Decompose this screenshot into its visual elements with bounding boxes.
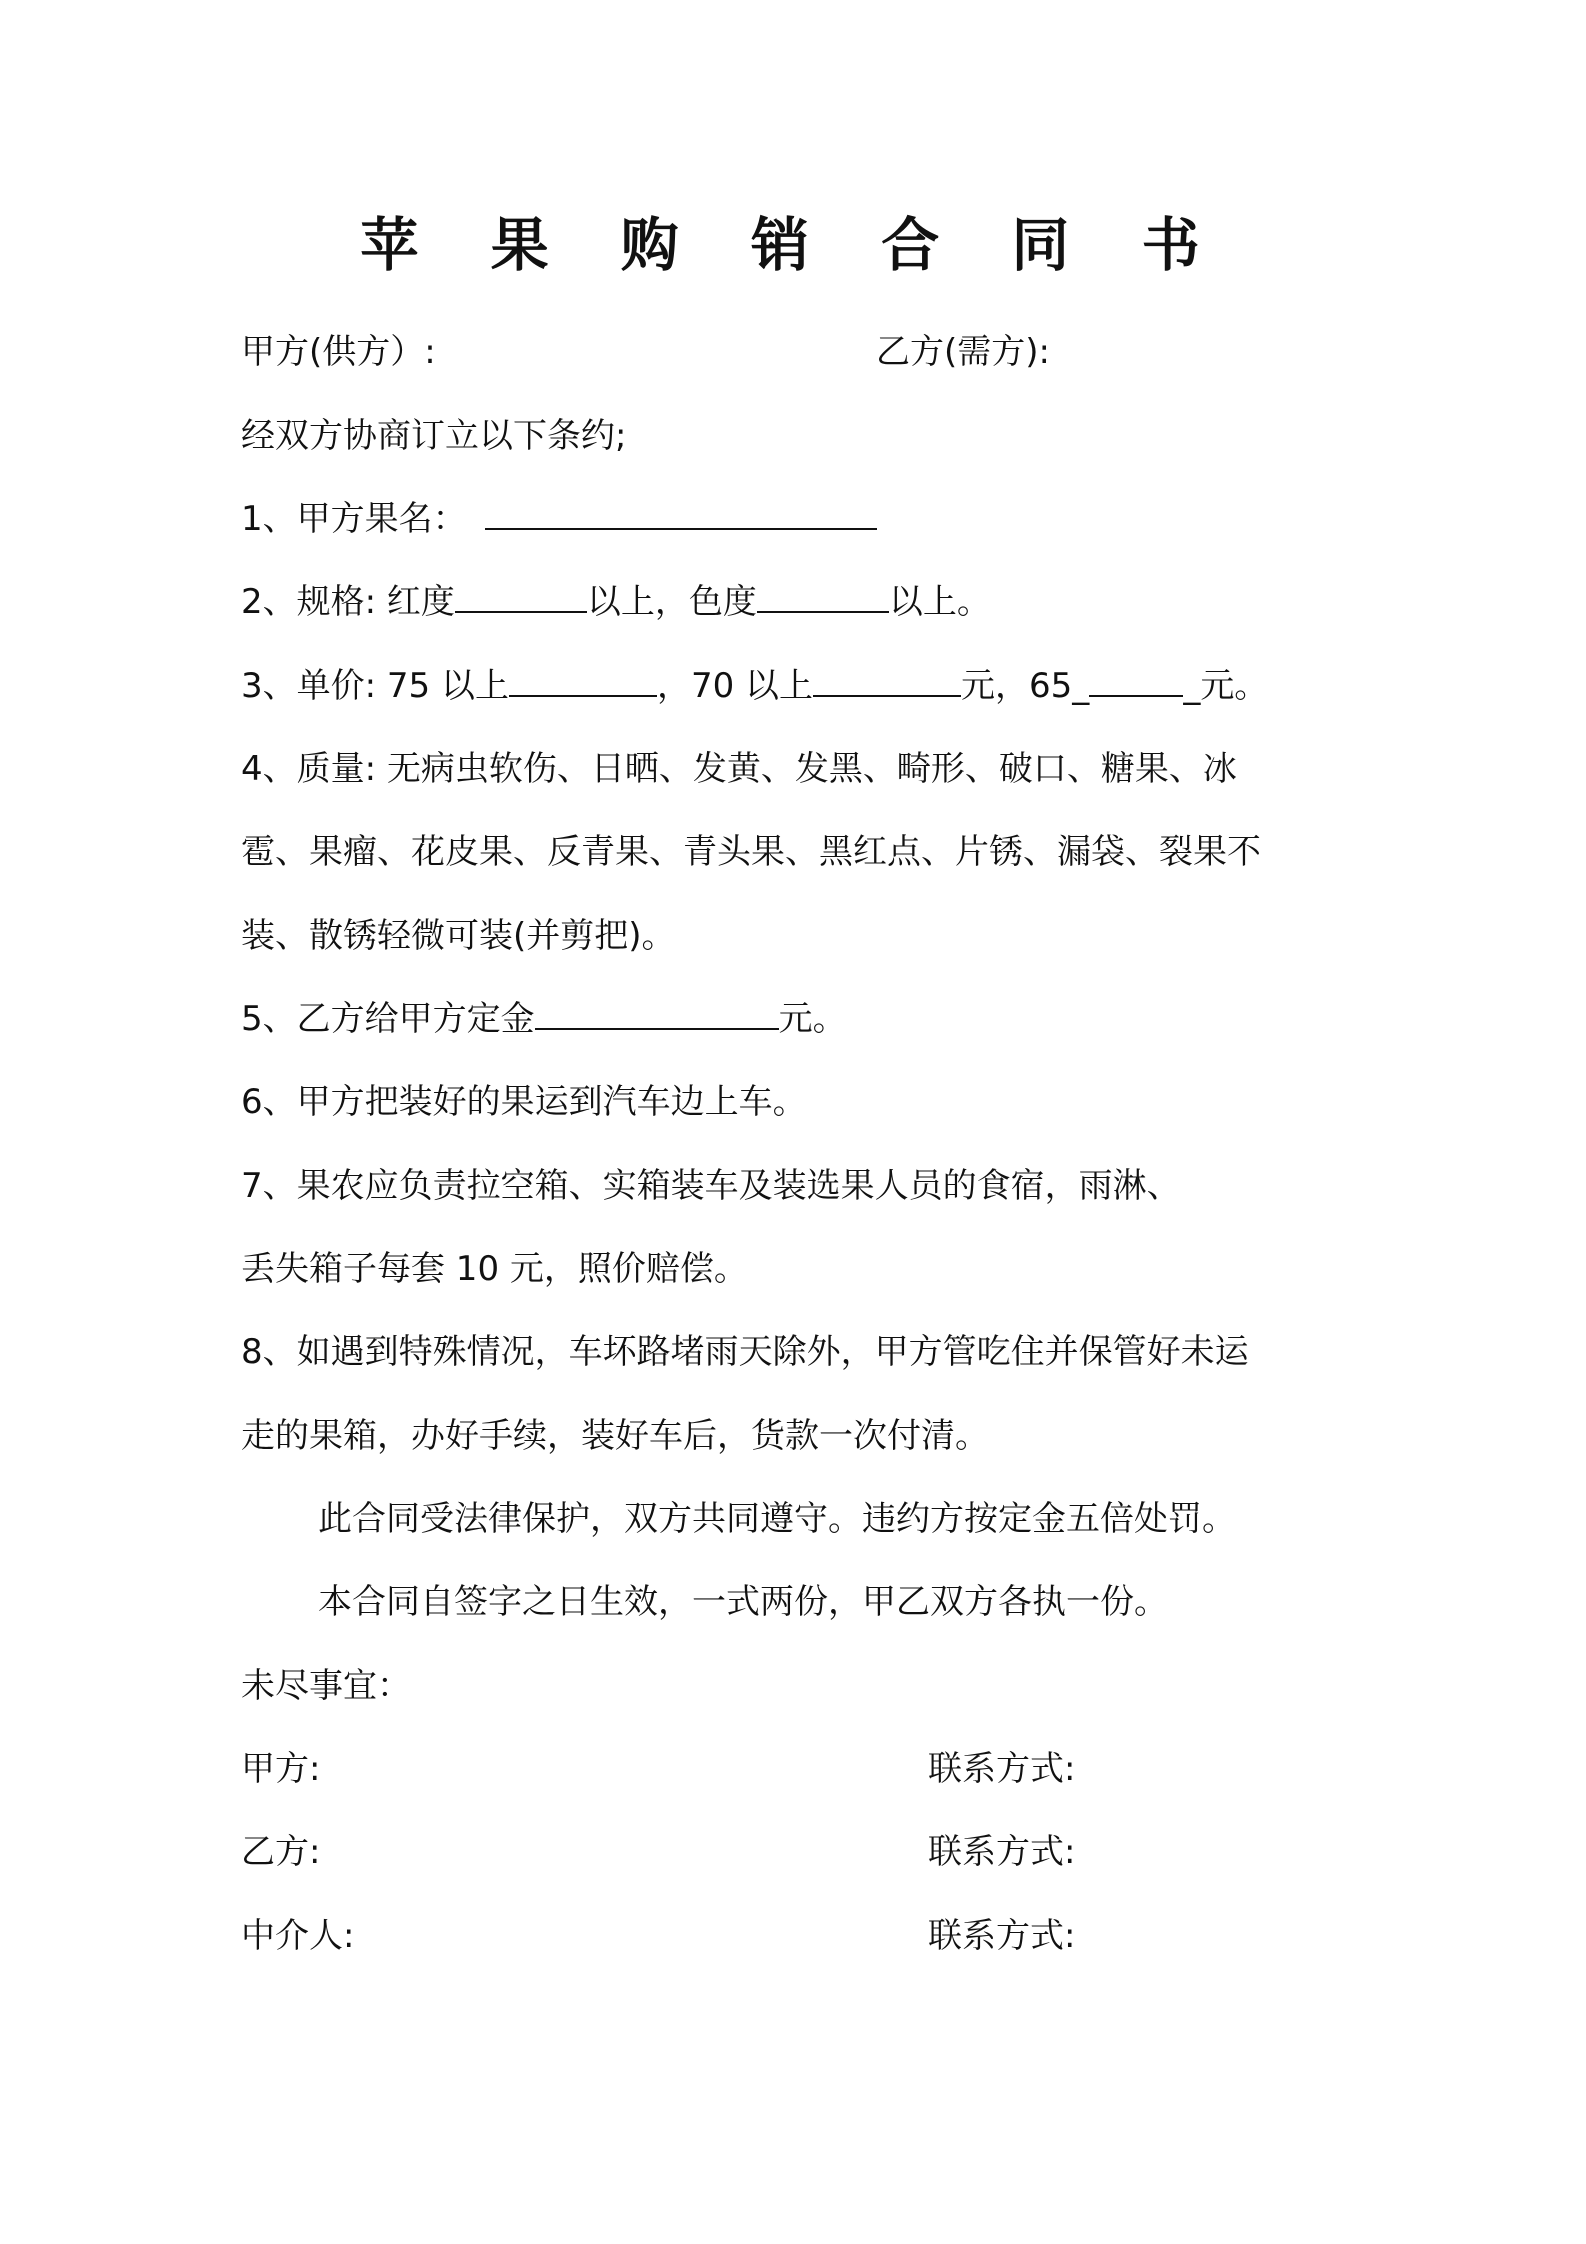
clause-6: 6、甲方把装好的果运到汽车边上车。	[241, 1082, 807, 1122]
redness-blank[interactable]	[455, 581, 587, 613]
party-b-contact-label: 联系方式:	[928, 1832, 1076, 1872]
legal-protection-text: 此合同受法律保护，双方共同遵守。违约方按定金五倍处罚。	[318, 1499, 1236, 1539]
clause-2	[241, 580, 991, 624]
clause-3-end: _元。	[1183, 666, 1269, 706]
price-65-blank[interactable]	[1089, 665, 1183, 697]
signature-party-a-label: 甲方:	[241, 1749, 321, 1789]
clause-4-line-2: 雹、果瘤、花皮果、反青果、青头果、黑红点、片锈、漏袋、裂果不	[241, 832, 1261, 872]
fruit-name-blank[interactable]	[485, 498, 877, 530]
clause-2-end: 以上。	[888, 582, 991, 622]
clause-3-mid: ，70 以上	[656, 666, 814, 706]
deposit-blank[interactable]	[535, 998, 779, 1030]
clause-4-line-1: 4、质量: 无病虫软伤、日晒、发黄、发黑、畸形、破口、糖果、冰	[241, 749, 1237, 789]
price-75-blank[interactable]	[509, 665, 657, 697]
clause-2-label: 2、规格: 红度	[241, 582, 455, 622]
clause-8-line-2: 走的果箱，办好手续，装好车后，货款一次付清。	[241, 1416, 989, 1456]
page-title: 苹 果 购 销 合 同 书	[360, 211, 1226, 279]
clause-5	[241, 997, 847, 1041]
clause-2-mid: 以上，色度	[586, 582, 757, 622]
clause-5-end: 元。	[778, 999, 847, 1039]
clause-1-label: 1、甲方果名：	[241, 499, 467, 539]
clause-8-line-1: 8、如遇到特殊情况，车坏路堵雨天除外，甲方管吃住并保管好未运	[241, 1332, 1249, 1372]
clause-7-line-1: 7、果农应负责拉空箱、实箱装车及装选果人员的食宿，雨淋、	[241, 1166, 1181, 1206]
clause-3-label: 3、单价: 75 以上	[241, 666, 509, 706]
intro-text: 经双方协商订立以下条约;	[241, 416, 627, 456]
clause-1	[241, 497, 877, 541]
clause-4-line-3: 装、散锈轻微可装(并剪把)。	[241, 916, 676, 956]
clause-7-line-2: 丢失箱子每套 10 元，照价赔偿。	[241, 1249, 748, 1289]
effective-text: 本合同自签字之日生效，一式两份，甲乙双方各执一份。	[318, 1582, 1168, 1622]
clause-3-mid2: 元，65_	[961, 666, 1090, 706]
signature-party-b-label: 乙方:	[241, 1832, 321, 1872]
party-a-contact-label: 联系方式:	[928, 1749, 1076, 1789]
signature-intermediary-label: 中介人:	[241, 1916, 355, 1956]
clause-5-label: 5、乙方给甲方定金	[241, 999, 535, 1039]
clause-3	[241, 664, 1268, 708]
party-b-buyer-label: 乙方(需方):	[876, 332, 1050, 372]
intermediary-contact-label: 联系方式:	[928, 1916, 1076, 1956]
unfinished-matters-label: 未尽事宜：	[241, 1666, 411, 1706]
party-a-supplier-label: 甲方(供方）:	[241, 332, 436, 372]
price-70-blank[interactable]	[813, 665, 961, 697]
color-degree-blank[interactable]	[757, 581, 889, 613]
